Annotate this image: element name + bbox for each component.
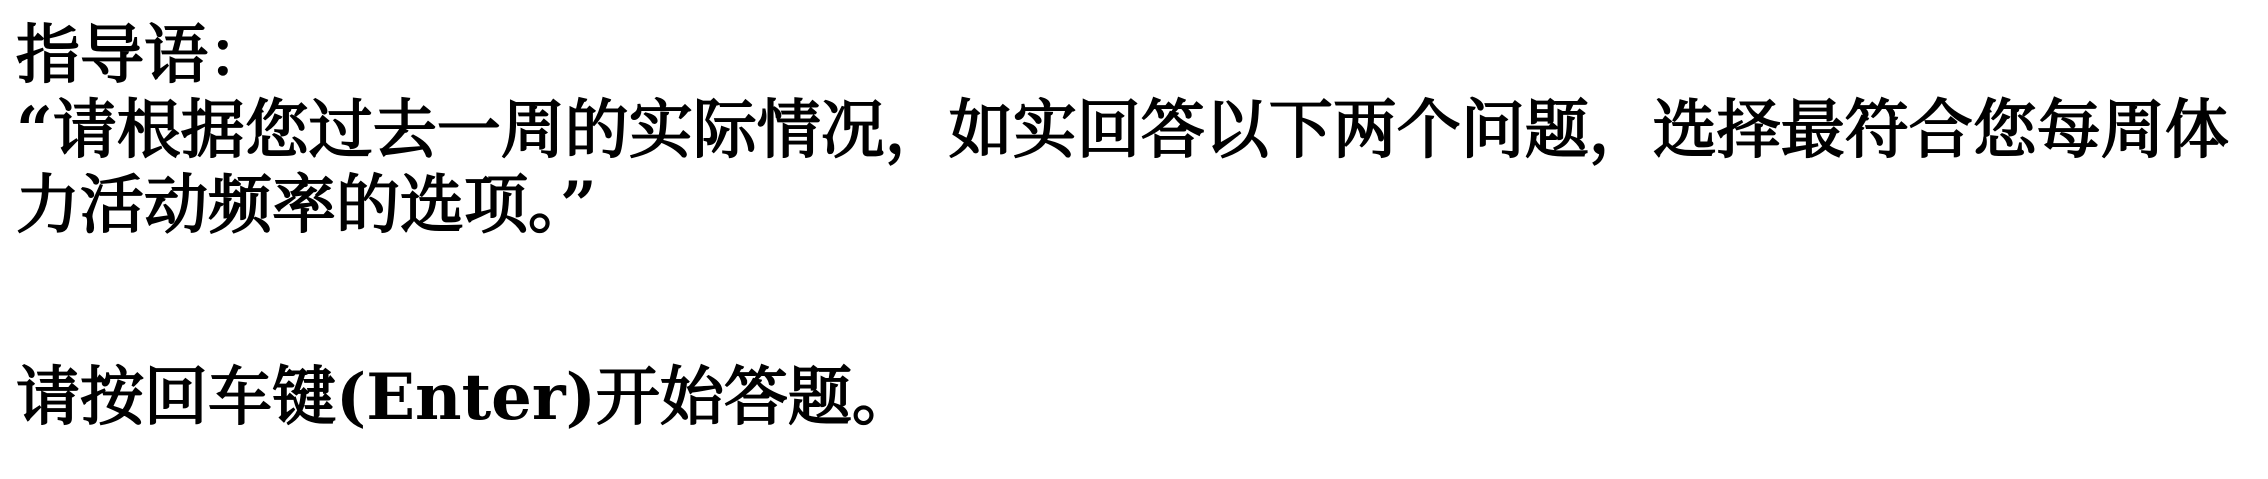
instruction-heading: 指导语：	[16, 18, 272, 93]
start-prompt: 请按回车键(Enter)开始答题。	[16, 360, 916, 435]
instruction-quote: “请根据您过去一周的实际情况，如实回答以下两个问题，选择最符合您每周体力活动频率的选项。”	[16, 93, 2229, 243]
instruction-block	[16, 18, 2236, 435]
